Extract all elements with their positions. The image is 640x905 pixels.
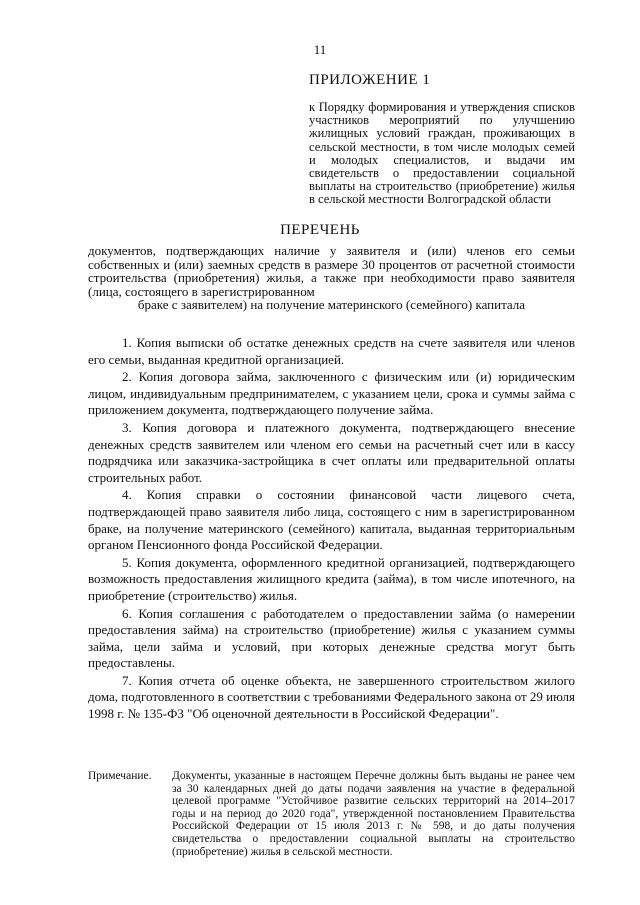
appendix-title: ПРИЛОЖЕНИЕ 1 [309, 72, 431, 88]
document-title: ПЕРЕЧЕНЬ [280, 222, 360, 238]
appendix-block [309, 72, 575, 207]
note-text: Документы, указанные в настоящем Перечне должны быть выданы не ранее чем за 30 календарных дней до даты подачи заявления на участие в федеральной целевой программе "Устойчивое развитие сельских территорий на 2014–2017 годы и на период до 2020 года", утвержденной постановлением Правительства Российской Федерации от 15 июля 2013 г. № 598, и до даты получения свидетельства о предоставлении социальной выплаты на строительство (приобретение) жилья в сельской местности. [172, 770, 575, 858]
document-subtitle-main: документов, подтверждающих наличие у заявителя и (или) членов его семьи собственных и (или) заемных средств в размере 30 процентов от расчетной стоимости строительства (приобретения) жилья, а также при необходимости право заявителя (лица, состоящего в зарегистрированном [88, 243, 575, 299]
list-item-6: 6. Копия соглашения с работодателем о предоставлении займа (о намерении предоставления займа) на строительство (приобретение) жилья с указанием суммы займа, цели займа и условий, при которых денежные средства могут быть предоставлены. [88, 605, 575, 671]
list-item-3: 3. Копия договора и платежного документа, подтверждающего внесение денежных средств заявителем или членом его семьи на расчетный счет или в кассу подрядчика или заказчика-застройщика в счет оплаты или предварительной оплаты строительных работ. [88, 419, 575, 485]
page-number: 11 [313, 42, 327, 57]
list-item-5: 5. Копия документа, оформленного кредитной организацией, подтверждающего возможность предоставления жилищного кредита (займа), в том числе ипотечного, на приобретение (строительство) жилья. [88, 554, 575, 603]
document-list [88, 335, 575, 724]
list-item-4: 4. Копия справки о состоянии финансовой части лицевого счета, подтверждающей право заявителя либо лица, состоящего с ним в зарегистрированном браке, на получение материнского (семейного) капитала, выданная территориальным органом Пенсионного фонда Российской Федерации. [88, 487, 575, 553]
list-item-1: 1. Копия выписки об остатке денежных средств на счете заявителя или членов его семьи, выданная кредитной организацией. [88, 335, 575, 367]
document-subtitle-last: браке с заявителем) на получение материнского (семейного) капитала [137, 297, 526, 313]
appendix-text: к Порядку формирования и утверждения списков участников мероприятий по улучшению жилищных условий граждан, проживающих в сельской местности, в том числе молодых семей и молодых специалистов, и выдачи им свидетельств о предоставлении социальной выплаты на строительство (приобретение) жилья в сельской местности Волгоградской области [309, 100, 575, 207]
document-subtitle [88, 244, 575, 312]
note-block [88, 770, 575, 858]
list-item-2: 2. Копия договора займа, заключенного с физическим или (и) юридическим лицом, индивидуальным предпринимателем, с указанием цели, срока и суммы займа с приложением документа, подтверждающего получение займа. [88, 369, 575, 418]
list-item-7: 7. Копия отчета об оценке объекта, не завершенного строительством жилого дома, подготовленного в соответствии с требованиями Федерального закона от 29 июля 1998 г. № 135-ФЗ "Об оценочной деятельности в Российской Федерации". [88, 672, 575, 722]
note-label: Примечание. [88, 770, 152, 782]
